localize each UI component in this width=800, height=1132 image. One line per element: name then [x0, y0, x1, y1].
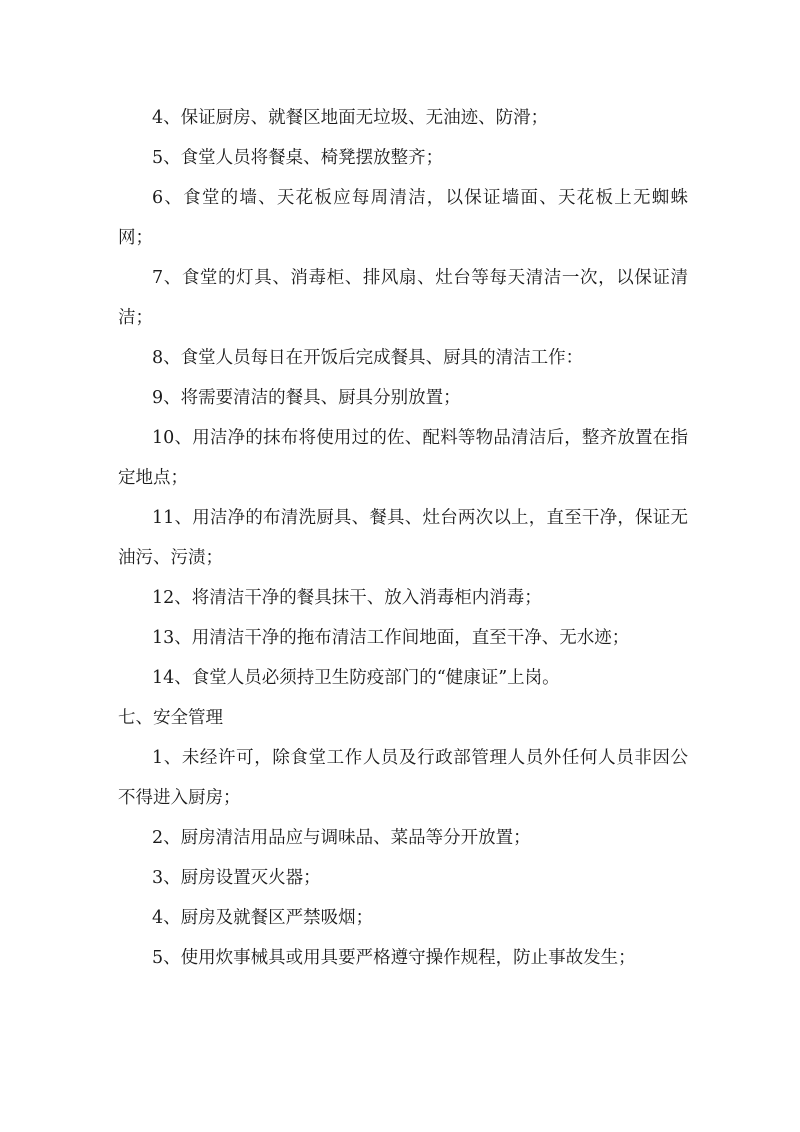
- paragraph-item-12: 12、将清洁干净的餐具抹干、放入消毒柜内消毒；: [152, 588, 542, 608]
- safety-item-4: 4、厨房及就餐区严禁吸烟；: [152, 908, 374, 928]
- section-heading: 七、安全管理: [118, 708, 223, 728]
- paragraph-item-13: 13、用清洁干净的拖布清洁工作间地面，直至干净、无水迹；: [152, 628, 630, 648]
- document-body: [118, 98, 688, 978]
- paragraph-item-11: 11、用洁净的布清洗厨具、餐具、灶台两次以上，直至干净，保证无油污、污渍；: [118, 508, 688, 568]
- paragraph-item-9: 9、将需要清洁的餐具、厨具分别放置；: [152, 388, 461, 408]
- safety-item-5: 5、使用炊事械具或用具要严格遵守操作规程，防止事故发生；: [152, 948, 636, 968]
- safety-item-2: 2、厨房清洁用品应与调味品、菜品等分开放置；: [152, 828, 531, 848]
- paragraph-item-5: 5、食堂人员将餐桌、椅凳摆放整齐；: [152, 148, 444, 168]
- paragraph-item-10: 10、用洁净的抹布将使用过的佐、配料等物品清洁后，整齐放置在指定地点；: [118, 428, 688, 488]
- paragraph-item-4: 4、保证厨房、就餐区地面无垃圾、无油迹、防滑；: [152, 108, 549, 128]
- paragraph-item-14: 14、食堂人员必须持卫生防疫部门的“健康证”上岗。: [152, 668, 560, 688]
- safety-item-1: 1、未经许可，除食堂工作人员及行政部管理人员外任何人员非因公不得进入厨房；: [118, 748, 688, 808]
- safety-item-3: 3、厨房设置灭火器；: [152, 868, 321, 888]
- paragraph-item-6: 6、食堂的墙、天花板应每周清洁，以保证墙面、天花板上无蜘蛛网；: [118, 188, 688, 248]
- paragraph-item-8: 8、食堂人员每日在开饭后完成餐具、厨具的清洁工作：: [152, 348, 584, 368]
- paragraph-item-7: 7、食堂的灯具、消毒柜、排风扇、灶台等每天清洁一次，以保证清洁；: [118, 268, 688, 328]
